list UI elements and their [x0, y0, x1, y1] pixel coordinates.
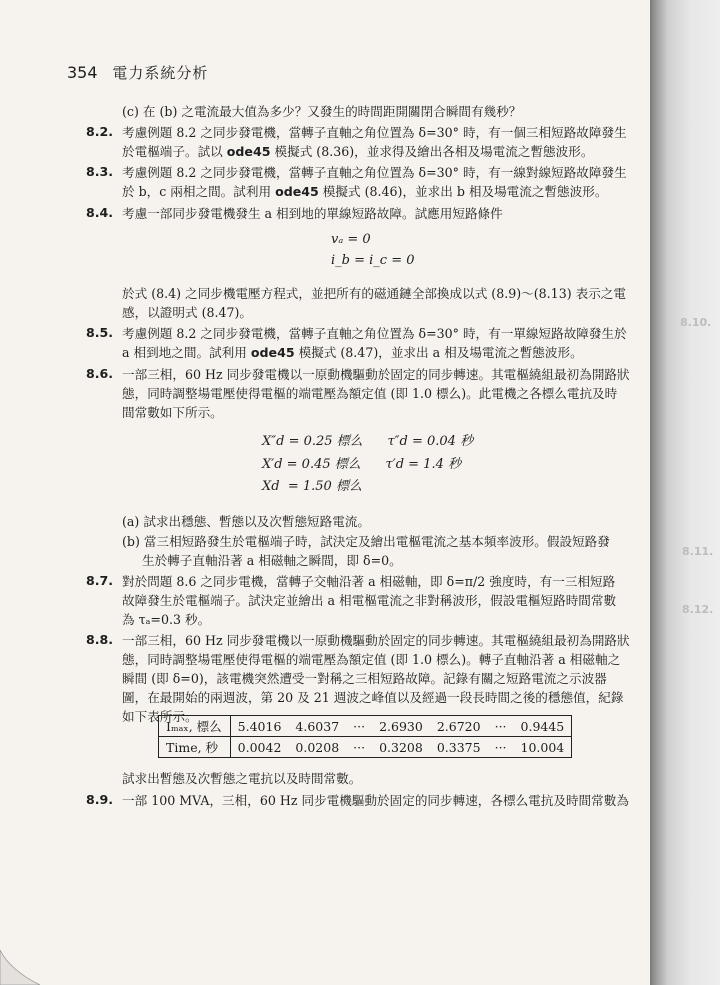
- table-header-cell: Time, 秒: [159, 737, 231, 758]
- problem-8-2-line-2: 於電樞端子。試以 ode45 模擬式 (8.36)，並求得及繪出各相及場電流之暫態波形。: [122, 144, 594, 159]
- table-row: [159, 737, 572, 758]
- problem-number-8-7: 8.7.: [86, 573, 114, 588]
- problem-number-8-2: 8.2.: [86, 124, 114, 139]
- equation-8-6-3: Xd = 1.50 標么: [262, 479, 362, 494]
- problem-8-6-part-b-line-1: (b) 當三相短路發生於電樞端子時，試決定及繪出電樞電流之基本頻率波形。假設短路發: [122, 534, 610, 549]
- page-header: [67, 62, 208, 83]
- problem-8-4-line-2: 於式 (8.4) 之同步機電壓方程式，並把所有的磁通鏈全部換成以式 (8.9)～(8.13) 表示之電: [122, 286, 626, 301]
- problem-8-8-line-6: 試求出暫態及次暫態之電抗以及時間常數。: [122, 771, 362, 786]
- problem-8-7-line-1: 對於問題 8.6 之同步電機，當轉子交軸沿著 a 相磁軸，即 δ=π/2 強度時，有一三相短路: [122, 574, 616, 589]
- table-cell: 10.004: [520, 739, 565, 755]
- oscillogram-data-table: [158, 715, 572, 758]
- problem-8-8-line-2: 態，同時調整場電壓使得電樞的端電壓為額定值 (即 1.0 標么)。轉子直軸沿著 a 相磁軸之: [122, 652, 621, 667]
- problem-8-3-line-2: 於 b，c 兩相之間。試利用 ode45 模擬式 (8.46)，並求出 b 相及場電流之暫態波形。: [122, 184, 608, 199]
- problem-number-8-4: 8.4.: [86, 205, 114, 220]
- next-page-number-1: 8.10.: [680, 316, 712, 329]
- table-cell: 0.3208: [379, 739, 423, 755]
- table-cell: 2.6720: [430, 716, 488, 737]
- next-page-number-2: 8.11.: [682, 545, 714, 558]
- problem-8-6-part-a: (a) 試求出穩態、暫態以及次暫態短路電流。: [122, 514, 371, 529]
- table-cell: ···: [488, 716, 514, 737]
- problem-8-8-line-5: 如下表所示。: [122, 709, 198, 724]
- table-cell: ···: [494, 739, 507, 755]
- page-gutter-shadow: [650, 0, 720, 985]
- table-cell: 0.9445: [514, 716, 572, 737]
- book-title: 電力系統分析: [112, 64, 209, 82]
- problem-8-5-line-1: 考慮例題 8.2 之同步發電機，當轉子直軸之角位置為 δ=30° 時，有一單線短路故障發生於: [122, 326, 627, 341]
- problem-8-6-line-1: 一部三相，60 Hz 同步發電機以一原動機驅動於固定的同步轉速。其電樞繞組最初為開路狀: [122, 367, 630, 382]
- problem-8-4-line-3: 感，以證明式 (8.47)。: [122, 305, 253, 320]
- problem-number-8-6: 8.6.: [86, 366, 114, 381]
- table-cell: 2.6930: [372, 716, 430, 737]
- page-number: 354: [67, 63, 98, 82]
- table-cell: ···: [353, 739, 366, 755]
- line-8-1c: (c) 在 (b) 之電流最大值為多少？又發生的時間距開關閉合瞬間有幾秒？: [122, 104, 522, 119]
- table-cell: 0.0042: [237, 739, 282, 755]
- table-row: [159, 716, 572, 737]
- problem-8-8-line-1: 一部三相，60 Hz 同步發電機以一原動機驅動於固定的同步轉速。其電樞繞組最初為開路狀: [122, 633, 630, 648]
- problem-8-7-line-3: 為 τₐ=0.3 秒。: [122, 612, 211, 627]
- table-cell: 5.4016: [230, 716, 288, 737]
- equation-8-4-2: i_b = i_c = 0: [331, 253, 415, 268]
- problem-8-4-line-1: 考慮一部同步發電機發生 a 相到地的單線短路故障。試應用短路條件: [122, 206, 503, 221]
- equation-8-6-2: X′d = 0.45 標么 τ′d = 1.4 秒: [262, 457, 461, 472]
- problem-8-8-line-4: 圖，在最開始的兩週波，第 20 及 21 週波之峰值以及經過一段長時間之後的穩態值，紀錄: [122, 690, 624, 705]
- problem-number-8-8: 8.8.: [86, 632, 114, 647]
- equation-8-6-1: X″d = 0.25 標么 τ″d = 0.04 秒: [262, 434, 474, 449]
- problem-8-3-line-1: 考慮例題 8.2 之同步發電機，當轉子直軸之角位置為 δ=30° 時，有一線對線短路故障發生: [122, 165, 627, 180]
- equation-8-4-1: vₐ = 0: [331, 232, 371, 247]
- problem-8-5-line-2: a 相到地之間。試利用 ode45 模擬式 (8.47)，並求出 a 相及場電流之暫態波形。: [122, 345, 583, 360]
- page-corner-curl: [0, 930, 40, 985]
- problem-8-8-line-3: 瞬間 (即 δ=0)，該電機突然遭受一對稱之三相短路故障。記錄有關之短路電流之示波器: [122, 671, 607, 686]
- table-cell: 4.6037: [288, 716, 346, 737]
- problem-number-8-5: 8.5.: [86, 325, 114, 340]
- next-page-number-3: 8.12.: [682, 603, 714, 616]
- table-cell: 0.0208: [295, 739, 340, 755]
- problem-8-7-line-2: 故障發生於電樞端子。試決定並繪出 a 相電樞電流之非對稱波形，假設電樞短路時間常數: [122, 593, 617, 608]
- problem-number-8-3: 8.3.: [86, 164, 114, 179]
- table-header-cell: Iₘₐₓ, 標么: [159, 716, 231, 737]
- problem-number-8-9: 8.9.: [86, 792, 114, 807]
- table-cell: ···: [346, 716, 372, 737]
- problem-8-9-line-1: 一部 100 MVA，三相，60 Hz 同步電機驅動於固定的同步轉速，各標么電抗及時間常數為: [122, 793, 629, 808]
- problem-8-6-part-b-line-2: 生於轉子直軸沿著 a 相磁軸之瞬間，即 δ=0。: [142, 553, 402, 568]
- problem-8-2-line-1: 考慮例題 8.2 之同步發電機，當轉子直軸之角位置為 δ=30° 時，有一個三相短路故障發生: [122, 125, 627, 140]
- problem-8-6-line-3: 間常數如下所示。: [122, 405, 223, 420]
- problem-8-6-line-2: 態，同時調整場電壓使得電樞的端電壓為額定值 (即 1.0 標么)。此電機之各標么電抗及時: [122, 386, 618, 401]
- table-cell: 0.3375: [436, 739, 481, 755]
